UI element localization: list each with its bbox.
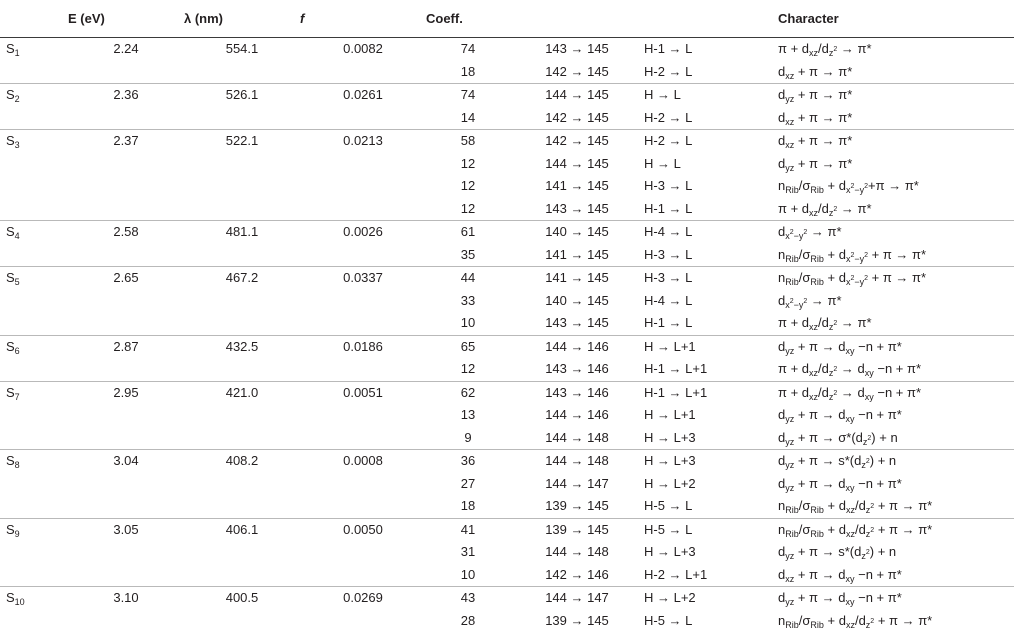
coefficient-cell: 74 (460, 87, 476, 103)
state-cell (0, 610, 68, 633)
state-cell: $S_9$ (6, 521, 20, 539)
transition-cell: 143 → 145 (545, 41, 609, 57)
wavelength-cell (184, 153, 300, 176)
transition-cell: 141 → 145 (545, 270, 609, 286)
orbital-cell: H-2 → L+1 (644, 566, 708, 582)
transition-cell: 144 → 145 (545, 155, 609, 171)
transition-cell: 142 → 145 (545, 133, 609, 149)
state-cell: $S_{10}$ (6, 590, 25, 608)
orbital-cell: H → L (644, 155, 681, 171)
energy-cell: 2.95 (113, 384, 139, 400)
energy-cell (68, 541, 184, 564)
energy-cell (68, 61, 184, 84)
orbital-cell: H → L (644, 87, 681, 103)
transition-cell: 144 → 148 (545, 544, 609, 560)
orbital-cell: H-5 → L (644, 498, 693, 514)
energy-cell (68, 198, 184, 221)
oscillator-strength-cell (300, 107, 426, 130)
wavelength-cell (184, 610, 300, 633)
oscillator-strength-cell (300, 244, 426, 267)
state-cell (0, 198, 68, 221)
orbital-cell: H-5 → L (644, 521, 693, 537)
orbital-cell: H-2 → L (644, 109, 693, 125)
table-body (0, 38, 1014, 633)
transition-cell: 140 → 145 (545, 292, 609, 308)
orbital-cell: H-1 → L (644, 41, 693, 57)
state-cell: $S_6$ (6, 338, 20, 356)
energy-cell (68, 312, 184, 335)
oscillator-strength-cell: 0.0269 (343, 590, 383, 606)
transition-cell: 143 → 146 (545, 361, 609, 377)
orbital-cell: H-3 → L (644, 178, 693, 194)
header-coefficient: Coeff. (426, 10, 463, 26)
oscillator-strength-cell: 0.0261 (343, 87, 383, 103)
orbital-cell: H-5 → L (644, 612, 693, 628)
character-cell: $d_{xz} + \pi \to \pi*$ (778, 63, 853, 81)
wavelength-cell: 522.1 (225, 133, 259, 149)
oscillator-strength-cell (300, 153, 426, 176)
wavelength-cell: 408.2 (225, 453, 259, 469)
orbital-cell: H → L+3 (644, 429, 696, 445)
state-cell (0, 358, 68, 381)
coefficient-cell: 35 (460, 246, 476, 262)
oscillator-strength-cell (300, 495, 426, 518)
transition-cell: 141 → 145 (545, 178, 609, 194)
transition-cell: 144 → 146 (545, 407, 609, 423)
table-row (0, 61, 1014, 84)
energy-cell (68, 290, 184, 313)
coefficient-cell: 62 (460, 384, 476, 400)
coefficient-cell: 9 (464, 429, 472, 445)
transition-cell: 144 → 148 (545, 453, 609, 469)
table-row (0, 518, 1014, 541)
orbital-cell: H → L+1 (644, 407, 696, 423)
transition-cell: 143 → 146 (545, 384, 609, 400)
orbital-cell: H-4 → L (644, 224, 693, 240)
character-cell: $n_{Rib}/\sigma_{Rib} + d_{xz}/d_{z^2} + \pi \to \pi*$ (778, 498, 933, 516)
oscillator-strength-cell (300, 541, 426, 564)
header-transition (510, 0, 644, 38)
orbital-cell: H → L+2 (644, 590, 696, 606)
character-cell: $d_{yz} + \pi \to s*(d_{z^2}) + n$ (778, 544, 897, 562)
character-cell: $d_{yz} + \pi \to \pi*$ (778, 155, 853, 173)
state-cell: $S_4$ (6, 224, 20, 242)
orbital-cell: H-2 → L (644, 63, 693, 79)
state-cell: $S_3$ (6, 133, 20, 151)
oscillator-strength-cell: 0.0186 (343, 338, 383, 354)
transition-cell: 144 → 146 (545, 338, 609, 354)
state-cell (0, 175, 68, 198)
oscillator-strength-cell: 0.0213 (343, 133, 383, 149)
oscillator-strength-cell (300, 473, 426, 496)
transition-cell: 142 → 146 (545, 566, 609, 582)
table-row (0, 587, 1014, 610)
character-cell: $\pi + d_{xz}/d_{z^2} \to \pi*$ (778, 315, 872, 333)
coefficient-cell: 58 (460, 133, 476, 149)
wavelength-cell (184, 358, 300, 381)
oscillator-strength-cell (300, 61, 426, 84)
oscillator-strength-cell: 0.0082 (343, 41, 383, 57)
state-cell (0, 290, 68, 313)
state-cell (0, 473, 68, 496)
wavelength-cell: 432.5 (225, 338, 259, 354)
orbital-cell: H-1 → L+1 (644, 361, 708, 377)
character-cell: $\pi + d_{xz}/d_{z^2} \to \pi*$ (778, 41, 872, 59)
character-cell: $n_{Rib}/\sigma_{Rib} + d_{xz}/d_{z^2} + \pi \to \pi*$ (778, 521, 933, 539)
transition-cell: 144 → 147 (545, 590, 609, 606)
table-row (0, 153, 1014, 176)
oscillator-strength-cell (300, 404, 426, 427)
wavelength-cell (184, 404, 300, 427)
oscillator-strength-cell: 0.0050 (343, 521, 383, 537)
oscillator-strength-cell: 0.0008 (343, 453, 383, 469)
coefficient-cell: 18 (460, 63, 476, 79)
coefficient-cell: 18 (460, 498, 476, 514)
orbital-cell: H → L+2 (644, 475, 696, 491)
table-row (0, 312, 1014, 335)
character-cell: $d_{xz} + \pi \to \pi*$ (778, 109, 853, 127)
header-state (0, 0, 68, 38)
table-row (0, 244, 1014, 267)
oscillator-strength-cell (300, 312, 426, 335)
table-row (0, 495, 1014, 518)
character-cell: $d_{yz} + \pi \to d_{xy} -n + \pi*$ (778, 407, 902, 425)
state-cell (0, 495, 68, 518)
coefficient-cell: 12 (460, 155, 476, 171)
state-cell (0, 244, 68, 267)
state-cell: $S_2$ (6, 87, 20, 105)
coefficient-cell: 12 (460, 200, 476, 216)
character-cell: $d_{yz} + \pi \to d_{xy} -n + \pi*$ (778, 475, 902, 493)
orbital-cell: H → L+1 (644, 338, 696, 354)
coefficient-cell: 43 (460, 590, 476, 606)
coefficient-cell: 65 (460, 338, 476, 354)
table-row (0, 473, 1014, 496)
character-cell: $d_{xz} + \pi \to \pi*$ (778, 133, 853, 151)
energy-cell: 3.10 (113, 590, 139, 606)
energy-cell: 2.65 (113, 270, 139, 286)
character-cell: $d_{yz} + \pi \to d_{xy} -n + \pi*$ (778, 338, 902, 356)
header-energy: E (eV) (68, 10, 105, 26)
energy-cell (68, 564, 184, 587)
table-row (0, 541, 1014, 564)
coefficient-cell: 31 (460, 544, 476, 560)
state-cell (0, 541, 68, 564)
character-cell: $n_{Rib}/\sigma_{Rib} + d_{x^2-y^2}+\pi \to \pi*$ (778, 178, 919, 196)
table-row (0, 290, 1014, 313)
coefficient-cell: 12 (460, 361, 476, 377)
wavelength-cell (184, 564, 300, 587)
table-row (0, 450, 1014, 473)
energy-cell: 3.04 (113, 453, 139, 469)
coefficient-cell: 10 (460, 315, 476, 331)
wavelength-cell: 400.5 (225, 590, 259, 606)
table-row (0, 335, 1014, 358)
state-cell (0, 427, 68, 450)
header-wavelength: λ (nm) (184, 10, 223, 26)
energy-cell: 2.36 (113, 87, 139, 103)
character-cell: $\pi + d_{xz}/d_{z^2} \to d_{xy} -n + \pi*$ (778, 384, 922, 402)
table-row (0, 404, 1014, 427)
table-row (0, 610, 1014, 633)
character-cell: $d_{xz} + \pi \to d_{xy} -n + \pi*$ (778, 566, 902, 584)
wavelength-cell (184, 244, 300, 267)
state-cell: $S_1$ (6, 41, 20, 59)
wavelength-cell (184, 61, 300, 84)
orbital-cell: H-1 → L (644, 200, 693, 216)
orbital-cell: H → L+3 (644, 544, 696, 560)
energy-cell (68, 244, 184, 267)
transition-cell: 143 → 145 (545, 315, 609, 331)
state-cell (0, 404, 68, 427)
table-row (0, 130, 1014, 153)
character-cell: $d_{yz} + \pi \to \sigma*(d_{z^2}) + n$ (778, 429, 898, 447)
energy-cell (68, 107, 184, 130)
transition-cell: 144 → 147 (545, 475, 609, 491)
wavelength-cell (184, 175, 300, 198)
character-cell: $d_{x^2-y^2} \to \pi*$ (778, 224, 842, 242)
energy-cell: 3.05 (113, 521, 139, 537)
wavelength-cell: 421.0 (225, 384, 259, 400)
state-cell (0, 61, 68, 84)
coefficient-cell: 27 (460, 475, 476, 491)
oscillator-strength-cell (300, 427, 426, 450)
header-oscillator-strength: f (300, 10, 305, 26)
transition-cell: 139 → 145 (545, 498, 609, 514)
table-row (0, 107, 1014, 130)
coefficient-cell: 36 (460, 453, 476, 469)
character-cell: $n_{Rib}/\sigma_{Rib} + d_{xz}/d_{z^2} + \pi \to \pi*$ (778, 612, 933, 630)
coefficient-cell: 10 (460, 566, 476, 582)
table-row (0, 38, 1014, 61)
wavelength-cell (184, 107, 300, 130)
table-row (0, 427, 1014, 450)
transition-cell: 140 → 145 (545, 224, 609, 240)
wavelength-cell (184, 290, 300, 313)
header-character: Character (778, 10, 839, 26)
character-cell: $d_{yz} + \pi \to d_{xy} -n + \pi*$ (778, 590, 902, 608)
wavelength-cell: 481.1 (225, 224, 259, 240)
oscillator-strength-cell: 0.0051 (343, 384, 383, 400)
coefficient-cell: 41 (460, 521, 476, 537)
orbital-cell: H-3 → L (644, 270, 693, 286)
transition-cell: 144 → 148 (545, 429, 609, 445)
table-row (0, 198, 1014, 221)
state-cell: $S_5$ (6, 270, 20, 288)
state-cell (0, 107, 68, 130)
oscillator-strength-cell (300, 175, 426, 198)
orbital-cell: H-2 → L (644, 133, 693, 149)
wavelength-cell: 526.1 (225, 87, 259, 103)
coefficient-cell: 14 (460, 109, 476, 125)
transition-cell: 139 → 145 (545, 521, 609, 537)
state-cell (0, 312, 68, 335)
table-row (0, 84, 1014, 107)
table-row (0, 267, 1014, 290)
coefficient-cell: 61 (460, 224, 476, 240)
table-row (0, 175, 1014, 198)
oscillator-strength-cell (300, 564, 426, 587)
wavelength-cell: 467.2 (225, 270, 259, 286)
energy-cell (68, 404, 184, 427)
transition-cell: 143 → 145 (545, 200, 609, 216)
table-row (0, 221, 1014, 244)
transition-cell: 144 → 145 (545, 87, 609, 103)
character-cell: $d_{yz} + \pi \to \pi*$ (778, 87, 853, 105)
wavelength-cell (184, 427, 300, 450)
transition-cell: 142 → 145 (545, 109, 609, 125)
orbital-cell: H-4 → L (644, 292, 693, 308)
state-cell (0, 564, 68, 587)
state-cell: $S_7$ (6, 384, 20, 402)
energy-cell: 2.87 (113, 338, 139, 354)
header-orbitals (644, 0, 778, 38)
energy-cell (68, 495, 184, 518)
energy-cell (68, 153, 184, 176)
character-cell: $d_{x^2-y^2} \to \pi*$ (778, 292, 842, 310)
state-cell: $S_8$ (6, 453, 20, 471)
energy-cell: 2.58 (113, 224, 139, 240)
energy-cell (68, 427, 184, 450)
wavelength-cell: 554.1 (225, 41, 259, 57)
wavelength-cell (184, 495, 300, 518)
coefficient-cell: 28 (460, 612, 476, 628)
table-header-row (0, 0, 1014, 38)
table-row (0, 564, 1014, 587)
oscillator-strength-cell (300, 610, 426, 633)
coefficient-cell: 74 (460, 41, 476, 57)
energy-cell: 2.37 (113, 133, 139, 149)
character-cell: $\pi + d_{xz}/d_{z^2} \to \pi*$ (778, 200, 872, 218)
energy-cell: 2.24 (113, 41, 139, 57)
coefficient-cell: 44 (460, 270, 476, 286)
state-cell (0, 153, 68, 176)
wavelength-cell: 406.1 (225, 521, 259, 537)
transition-cell: 139 → 145 (545, 612, 609, 628)
character-cell: $n_{Rib}/\sigma_{Rib} + d_{x^2-y^2} + \pi \to \pi*$ (778, 246, 927, 264)
table-row (0, 358, 1014, 381)
wavelength-cell (184, 198, 300, 221)
orbital-cell: H-1 → L+1 (644, 384, 708, 400)
oscillator-strength-cell (300, 358, 426, 381)
coefficient-cell: 33 (460, 292, 476, 308)
energy-cell (68, 358, 184, 381)
orbital-cell: H → L+3 (644, 453, 696, 469)
wavelength-cell (184, 312, 300, 335)
transition-cell: 141 → 145 (545, 246, 609, 262)
table-row (0, 381, 1014, 404)
coefficient-cell: 12 (460, 178, 476, 194)
energy-cell (68, 473, 184, 496)
orbital-cell: H-1 → L (644, 315, 693, 331)
oscillator-strength-cell: 0.0337 (343, 270, 383, 286)
character-cell: $n_{Rib}/\sigma_{Rib} + d_{x^2-y^2} + \pi \to \pi*$ (778, 270, 927, 288)
wavelength-cell (184, 473, 300, 496)
energy-cell (68, 610, 184, 633)
wavelength-cell (184, 541, 300, 564)
energy-cell (68, 175, 184, 198)
oscillator-strength-cell (300, 198, 426, 221)
oscillator-strength-cell (300, 290, 426, 313)
character-cell: $\pi + d_{xz}/d_{z^2} \to d_{xy} -n + \pi*$ (778, 361, 922, 379)
transition-cell: 142 → 145 (545, 63, 609, 79)
orbital-cell: H-3 → L (644, 246, 693, 262)
character-cell: $d_{yz} + \pi \to s*(d_{z^2}) + n$ (778, 453, 897, 471)
oscillator-strength-cell: 0.0026 (343, 224, 383, 240)
coefficient-cell: 13 (460, 407, 476, 423)
